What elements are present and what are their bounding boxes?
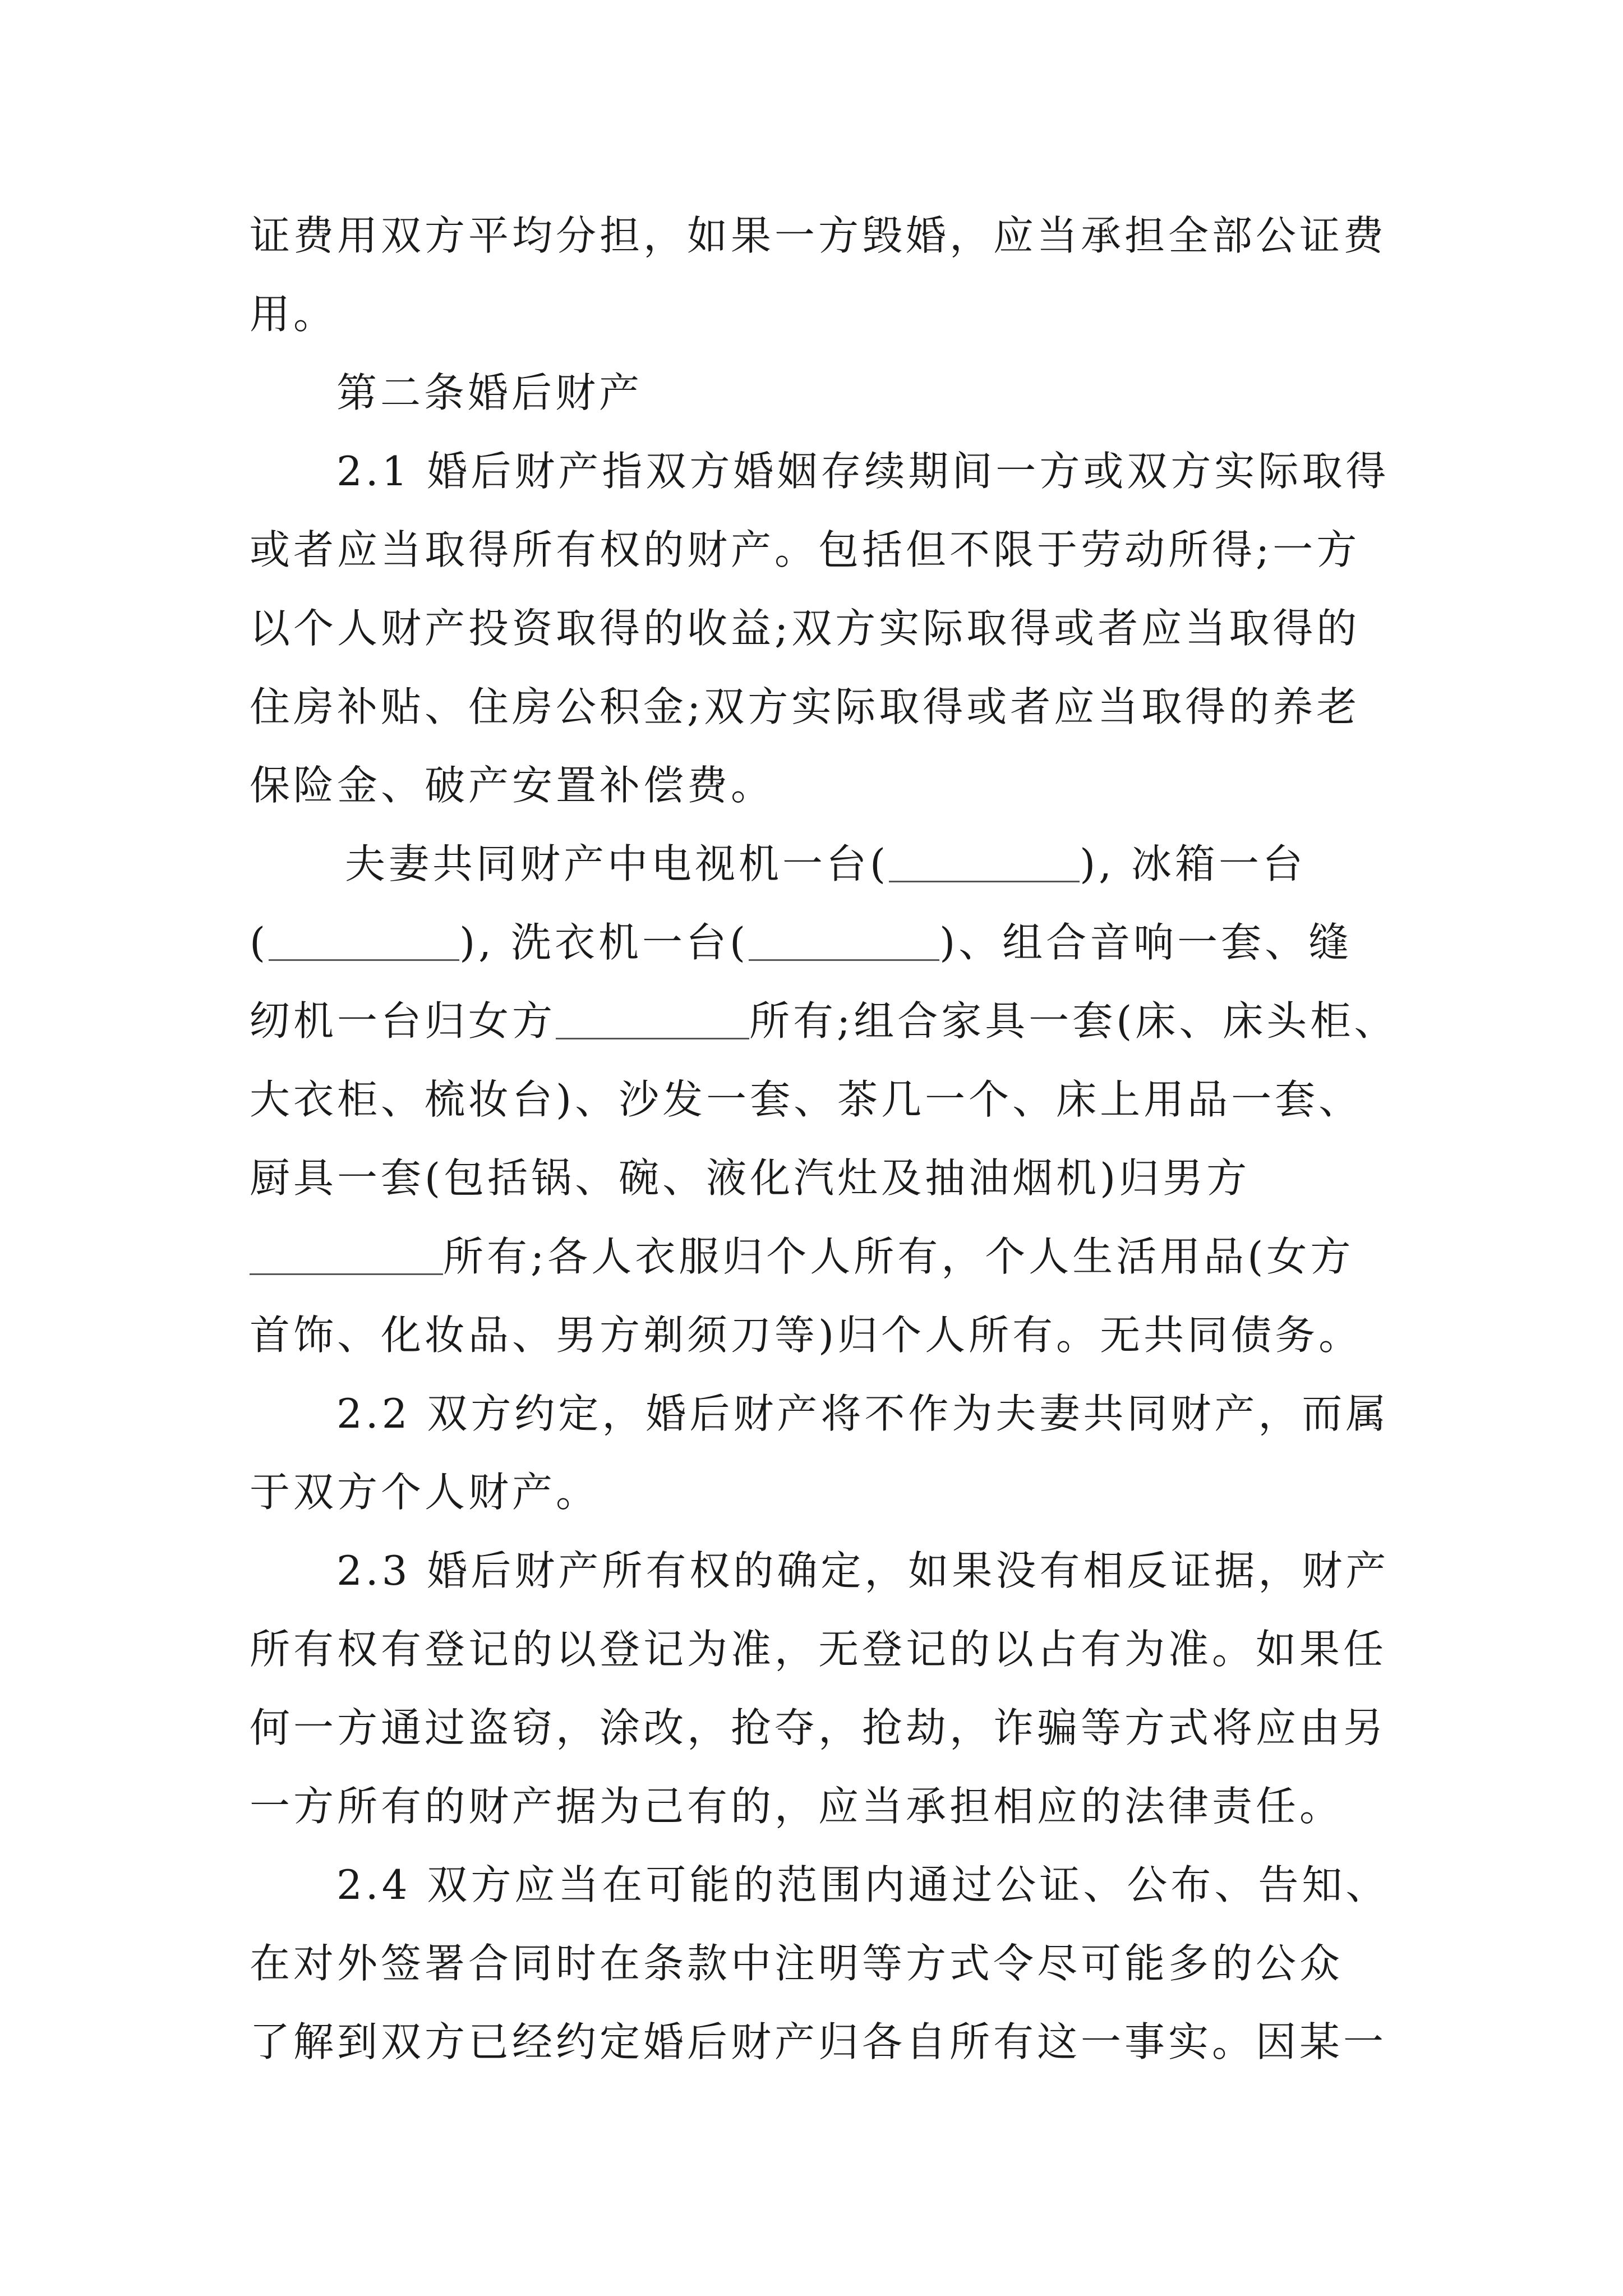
text-segment: ), 洗衣机一台( (459, 919, 749, 966)
text-line: 一方所有的财产据为己有的，应当承担相应的法律责任。 (250, 1783, 1344, 1830)
text-segment: 所有;各人衣服归个人所有，个人生活用品(女方 (443, 1233, 1354, 1280)
text-segment: 所有;组合家具一套(床、床头柜、 (749, 997, 1398, 1045)
section-heading: 第二条婚后财产 (336, 369, 643, 416)
fill-in-blank (269, 920, 459, 961)
text-line: 2.2 双方约定，婚后财产将不作为夫妻共同财产，而属 (336, 1390, 1390, 1437)
text-line: 了解到双方已经约定婚后财产归各自所有这一事实。因某一 (250, 2018, 1387, 2065)
text-line (250, 996, 1398, 1046)
text-line: 用。 (250, 291, 338, 338)
text-line: 何一方通过盗窃，涂改，抢夺，抢劫，诈骗等方式将应由另 (250, 1704, 1387, 1751)
text-segment: )、组合音响一套、缝 (939, 919, 1353, 966)
text-line: 或者应当取得所有权的财产。包括但不限于劳动所得;一方 (250, 526, 1361, 573)
text-line: 证费用双方平均分担，如果一方毁婚，应当承担全部公证费 (250, 212, 1387, 259)
text-line: 厨具一套(包括锅、碗、液化汽灶及抽油烟机)归男方 (250, 1154, 1251, 1202)
fill-in-blank (250, 1234, 443, 1275)
fill-in-blank (749, 920, 939, 961)
text-line: 2.3 婚后财产所有权的确定，如果没有相反证据，财产 (336, 1547, 1390, 1594)
text-line: 2.4 双方应当在可能的范围内通过公证、公布、告知、 (336, 1861, 1390, 1908)
text-line: 在对外签署合同时在条款中注明等方式令尽可能多的公众 (250, 1940, 1344, 1987)
text-line: 2.1 婚后财产指双方婚姻存续期间一方或双方实际取得 (336, 448, 1390, 495)
text-line (250, 1231, 1354, 1282)
text-line: 所有权有登记的以登记为准，无登记的以占有为准。如果任 (250, 1626, 1387, 1673)
text-line: 于双方个人财产。 (250, 1469, 600, 1516)
text-line: 以个人财产投资取得的收益;双方实际取得或者应当取得的 (250, 605, 1361, 652)
text-segment: ( (250, 919, 269, 966)
text-line (250, 917, 1352, 968)
text-line (345, 839, 1306, 889)
text-line: 保险金、破产安置补偿费。 (250, 762, 775, 809)
text-line: 住房补贴、住房公积金;双方实际取得或者应当取得的养老 (250, 683, 1361, 730)
text-line: 大衣柜、梳妆台)、沙发一套、茶几一个、床上用品一套、 (250, 1076, 1363, 1123)
text-line: 首饰、化妆品、男方剃须刀等)归个人所有。无共同债务。 (250, 1312, 1363, 1359)
fill-in-blank (556, 999, 749, 1039)
text-segment: ), 冰箱一台 (1080, 840, 1306, 887)
text-segment: 夫妻共同财产中电视机一台( (345, 840, 889, 887)
fill-in-blank (889, 841, 1080, 882)
text-segment: 纫机一台归女方 (250, 997, 556, 1045)
